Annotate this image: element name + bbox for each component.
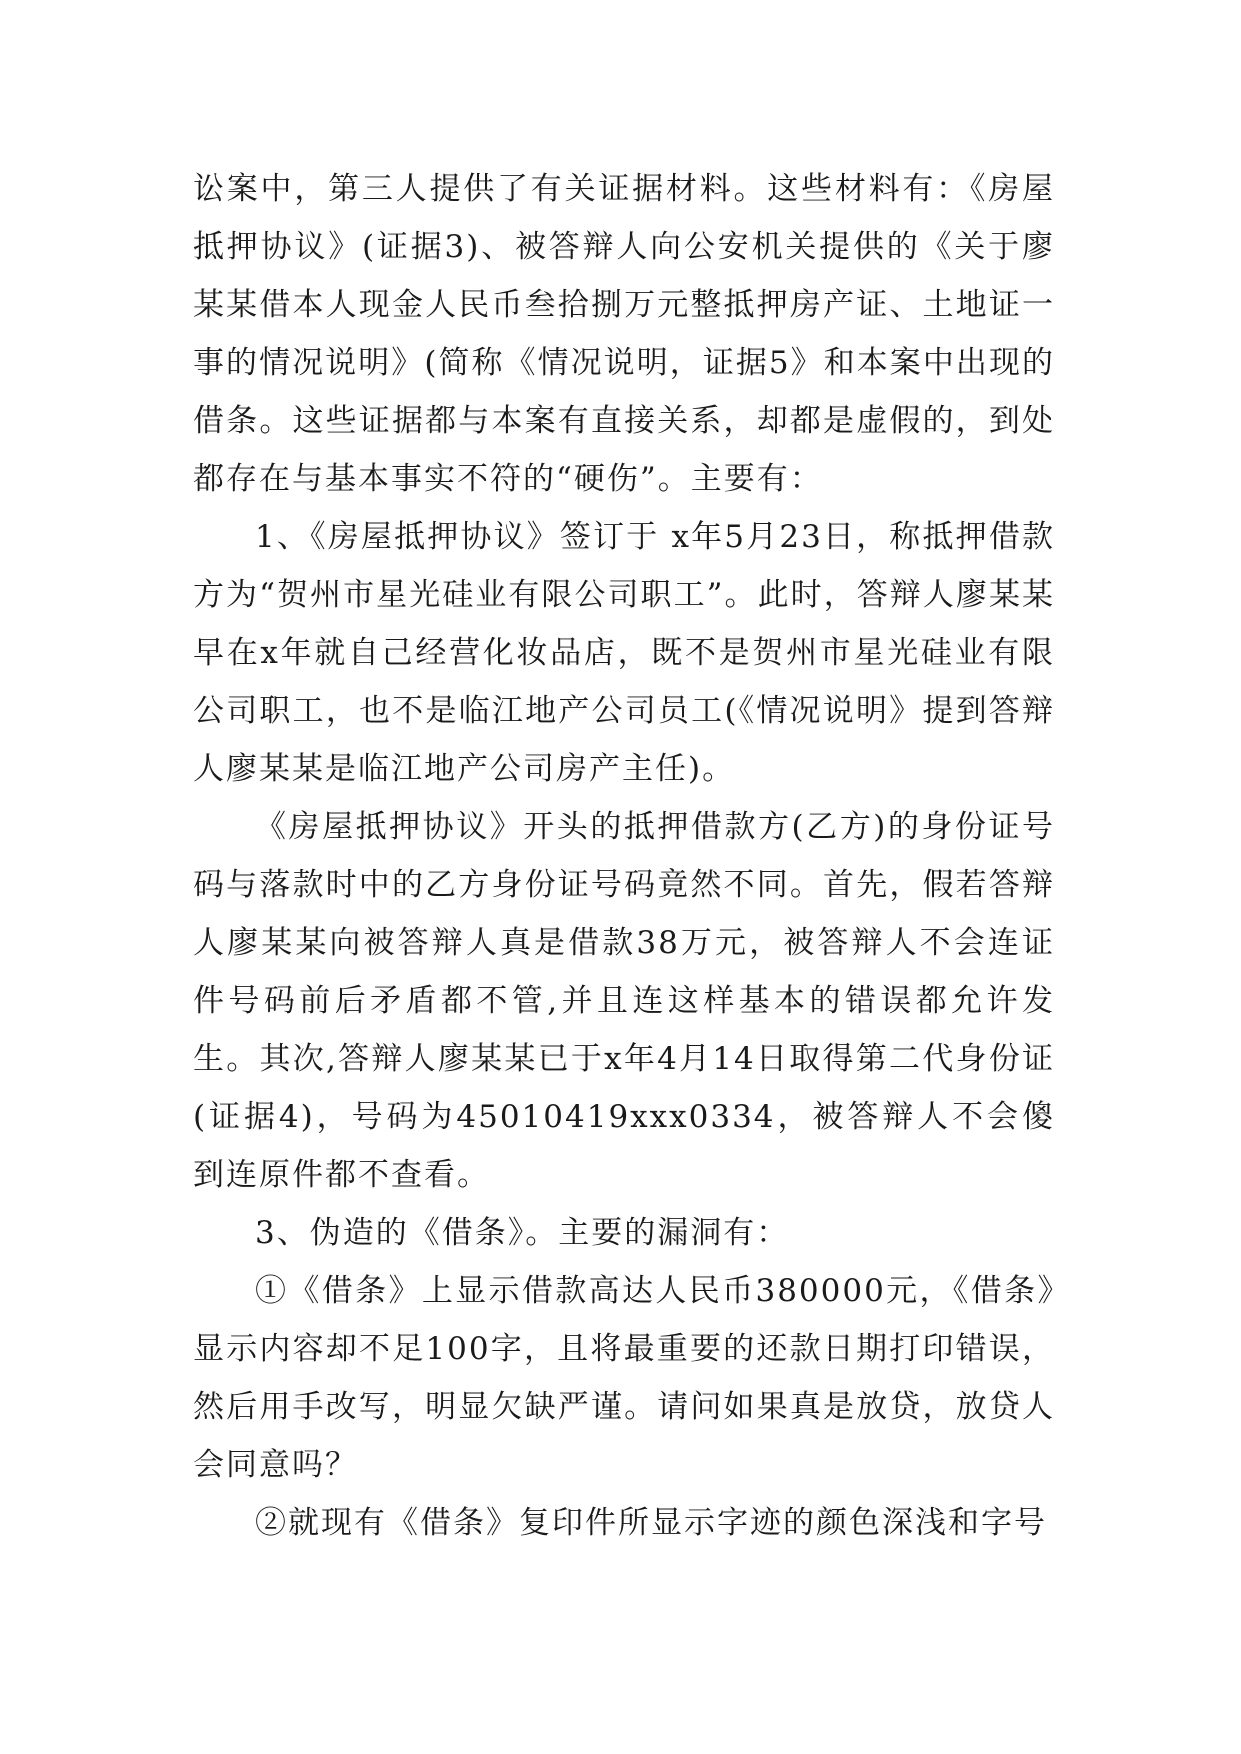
paragraph-evidence-intro: 讼案中，第三人提供了有关证据材料。这些材料有：《房屋抵押协议》(证据3)、被答辩人向公安机关提供的《关于廖某某借本人现金人民币叁拾捌万元整抵押房产证、土地证一事的情况说明》(简称《情况说明，证据5》和本案中出现的借条。这些证据都与本案有直接关系，却都是虚假的，到处都存在与基本事实不符的“硬伤”。主要有： bbox=[193, 171, 1055, 497]
paragraph-point-3-forged-iou: 3、伪造的《借条》。主要的漏洞有： bbox=[255, 1215, 790, 1251]
paragraph-id-number-discrepancy: 《房屋抵押协议》开头的抵押借款方(乙方)的身份证号码与落款时中的乙方身份证号码竟然不同。首先，假若答辩人廖某某向被答辩人真是借款38万元，被答辩人不会连证件号码前后矛盾都不管,并且连这样基本的错误都允许发生。其次,答辩人廖某某已于x年4月14日取得第二代身份证(证据4)，号码为45010419xxx0334，被答辩人不会傻到连原件都不查看。 bbox=[193, 809, 1055, 1193]
paragraph-subpoint-2: ②就现有《借条》复印件所显示字迹的颜色深浅和字号 bbox=[255, 1505, 1047, 1541]
paragraph-subpoint-1: ①《借条》上显示借款高达人民币380000元，《借条》显示内容却不足100字，且将最重要的还款日期打印错误，然后用手改写，明显欠缺严谨。请问如果真是放贷，放贷人会同意吗？ bbox=[193, 1273, 1055, 1483]
paragraph-point-1-mortgage-agreement: 1、《房屋抵押协议》签订于 x年5月23日，称抵押借款方为“贺州市星光硅业有限公司职工”。此时，答辩人廖某某早在x年就自己经营化妆品店，既不是贺州市星光硅业有限公司职工，也不是临江地产公司员工(《情况说明》提到答辩人廖某某是临江地产公司房产主任)。 bbox=[193, 519, 1055, 787]
document-body bbox=[193, 160, 1055, 1552]
